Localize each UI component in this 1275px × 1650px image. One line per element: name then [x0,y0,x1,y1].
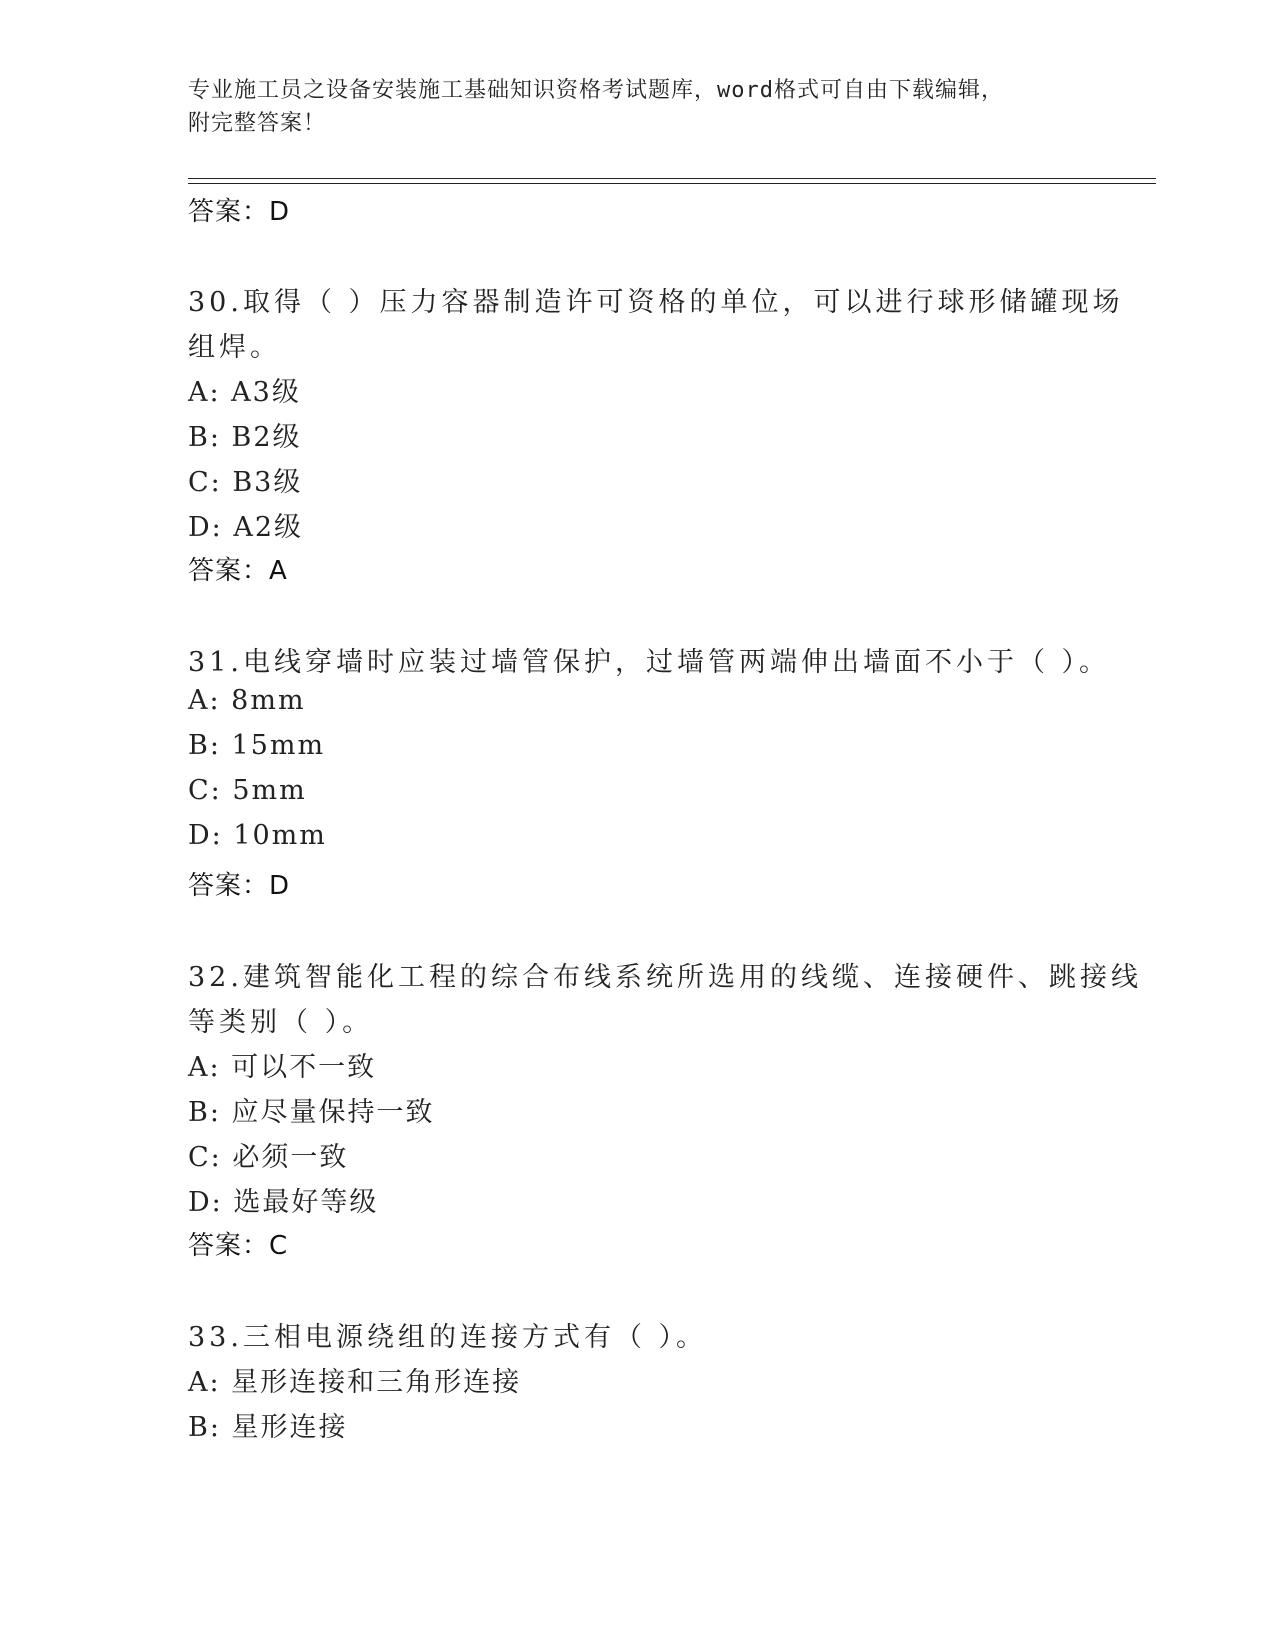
question-30-option-c: C: B3级 [188,467,303,498]
header-line-2: 附完整答案！ [188,111,327,136]
question-30-text-line-1: 30.取得（ ）压力容器制造许可资格的单位，可以进行球形储罐现场 [188,287,1124,318]
question-31-option-b: B: 15mm [188,730,326,761]
question-33-option-b: B: 星形连接 [188,1412,348,1443]
question-32-option-a: A: 可以不一致 [188,1052,377,1083]
question-31-answer: 答案：D [188,871,291,901]
question-31-option-a: A: 8mm [188,685,306,716]
question-30-answer: 答案：A [188,556,288,586]
question-32-text-line-1: 32.建筑智能化工程的综合布线系统所选用的线缆、连接硬件、跳接线 [188,962,1142,993]
header-divider-top [188,178,1156,179]
question-33-text-line-1: 33.三相电源绕组的连接方式有（ ）。 [188,1322,708,1353]
question-32-text-line-2: 等类别（ ）。 [188,1007,374,1038]
question-30-option-d: D: A2级 [188,512,304,543]
question-32-answer: 答案：C [188,1231,289,1261]
question-30-option-b: B: B2级 [188,422,302,453]
question-32-option-b: B: 应尽量保持一致 [188,1097,435,1128]
header-divider-bottom [188,183,1156,184]
question-31-text-line-1: 31.电线穿墙时应装过墙管保护，过墙管两端伸出墙面不小于（ ）。 [188,647,1111,678]
answer-line: 答案：D [188,197,291,227]
question-33-option-a: A: 星形连接和三角形连接 [188,1367,522,1398]
question-31-option-d: D: 10mm [188,820,327,851]
header-line-1: 专业施工员之设备安装施工基础知识资格考试题库，word格式可自由下载编辑， [188,78,1004,103]
document-header [188,74,1088,140]
question-30-option-a: A: A3级 [188,377,301,408]
question-31-option-c: C: 5mm [188,775,307,806]
question-32-option-c: C: 必须一致 [188,1142,349,1173]
question-30-text-line-2: 组焊。 [188,332,281,363]
question-32-option-d: D: 选最好等级 [188,1187,379,1218]
